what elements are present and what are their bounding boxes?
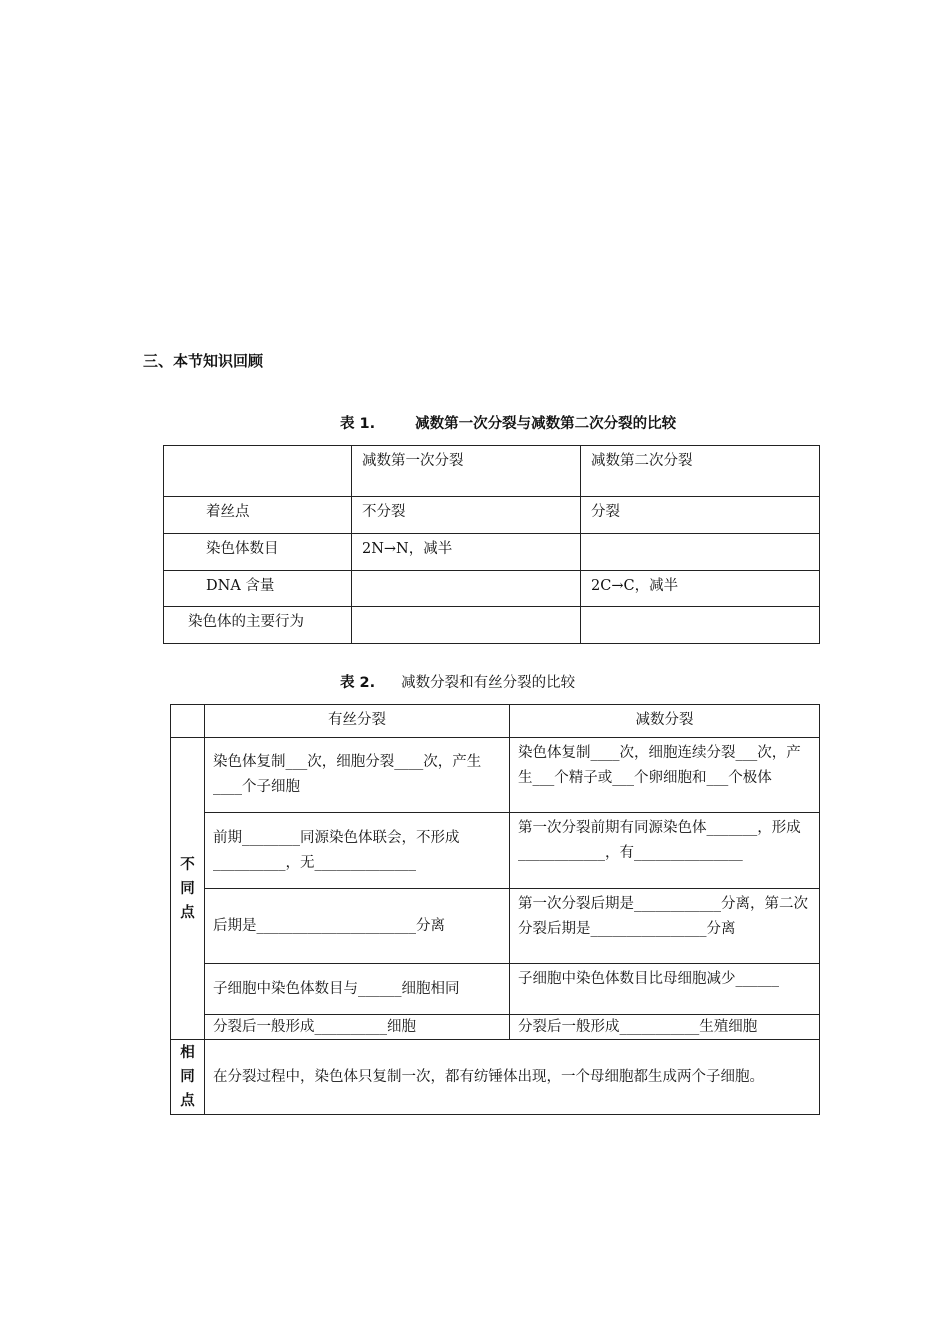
table-cell: 染色体复制____次，细胞连续分裂___次，产生___个精子或___个卵细胞和___个极体 <box>510 738 820 813</box>
same-label-char: 点 <box>180 1093 195 1109</box>
table2-header-row <box>171 705 820 738</box>
table-cell: 第一次分裂后期是____________分离，第二次分裂后期是________________分离 <box>510 889 820 964</box>
table-cell: 分裂 <box>581 497 820 534</box>
table-cell: 染色体数目 <box>164 534 352 571</box>
same-label-char: 相 <box>180 1045 195 1061</box>
table-cell: 减数分裂 <box>510 705 820 738</box>
table1-header-row <box>164 446 820 497</box>
table-row <box>171 738 820 813</box>
table1-caption-label: 表 1. <box>340 416 376 432</box>
table-cell <box>581 534 820 571</box>
diff-label-char: 不 <box>180 856 195 873</box>
table-cell <box>352 571 581 607</box>
table-cell: 前期________同源染色体联会，不形成__________，无______________ <box>205 813 510 889</box>
table-cell: 在分裂过程中，染色体只复制一次，都有纺锤体出现，一个母细胞都生成两个子细胞。 <box>205 1040 820 1115</box>
table-row <box>164 534 820 571</box>
table1-caption-text: 减数第一次分裂与减数第二次分裂的比较 <box>415 416 677 432</box>
same-label <box>171 1040 205 1115</box>
table-cell: 减数第一次分裂 <box>352 446 581 497</box>
table-cell: 子细胞中染色体数目比母细胞减少______ <box>510 964 820 1015</box>
table-cell <box>164 446 352 497</box>
table-cell: 不分裂 <box>352 497 581 534</box>
table2-caption-text: 减数分裂和有丝分裂的比较 <box>401 675 576 691</box>
table-cell: 2C→C，减半 <box>581 571 820 607</box>
diff-label-char: 同 <box>180 880 195 897</box>
same-label-char: 同 <box>180 1069 195 1085</box>
table1-caption <box>340 412 676 433</box>
table-cell: 分裂后一般形成___________生殖细胞 <box>510 1015 820 1040</box>
table-cell: 后期是______________________分离 <box>205 889 510 964</box>
table-cell: 染色体的主要行为 <box>164 607 352 644</box>
table-row <box>171 889 820 964</box>
table-row <box>171 964 820 1015</box>
table-cell <box>171 705 205 738</box>
table2-caption <box>340 671 575 692</box>
table2-caption-label: 表 2. <box>340 675 376 691</box>
table-cell: 子细胞中染色体数目与______细胞相同 <box>205 964 510 1015</box>
table-row <box>164 571 820 607</box>
table1 <box>163 445 820 644</box>
section-title: 三、本节知识回顾 <box>143 352 264 370</box>
diff-label <box>171 738 205 1040</box>
table-cell: DNA 含量 <box>164 571 352 607</box>
table-cell <box>352 607 581 644</box>
table-row <box>171 1015 820 1040</box>
table-cell: 有丝分裂 <box>205 705 510 738</box>
table-cell: 分裂后一般形成__________细胞 <box>205 1015 510 1040</box>
table-cell: 第一次分裂前期有同源染色体_______，形成____________，有_______________ <box>510 813 820 889</box>
table-row <box>164 497 820 534</box>
diff-label-char: 点 <box>180 904 195 921</box>
table-row <box>171 1040 820 1115</box>
table-cell: 2N→N，减半 <box>352 534 581 571</box>
table2 <box>170 704 820 1115</box>
table-row <box>164 607 820 644</box>
table-row <box>171 813 820 889</box>
table-cell: 着丝点 <box>164 497 352 534</box>
table-cell: 减数第二次分裂 <box>581 446 820 497</box>
table-cell: 染色体复制___次，细胞分裂____次，产生____个子细胞 <box>205 738 510 813</box>
table-cell <box>581 607 820 644</box>
